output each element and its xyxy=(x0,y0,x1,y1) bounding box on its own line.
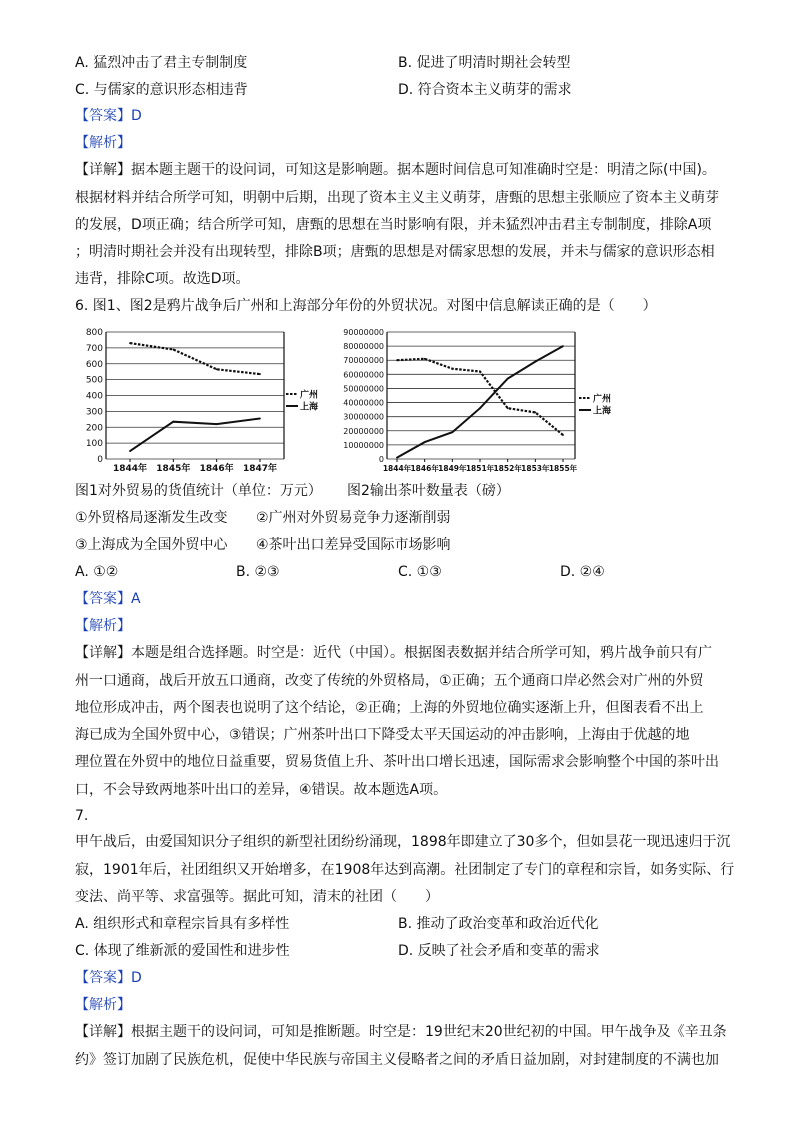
series-line-广州 xyxy=(397,359,563,435)
q5-detail-line: 【详解】据本题主题干的设问词，可知这是影响题。据本题时间信息可知准确时空是：明清之际(中国)。 xyxy=(75,162,716,178)
x-tick-label: 1847年 xyxy=(242,464,278,474)
legend-label: 广州 xyxy=(300,390,319,401)
chart-1-caption: 图1对外贸易的货值统计（单位：万元） xyxy=(75,483,322,499)
legend-label: 广州 xyxy=(593,394,612,405)
legend-label: 上海 xyxy=(593,406,612,417)
q6-answer: 【答案】A xyxy=(75,591,141,607)
x-tick-label: 1846年 xyxy=(199,464,234,474)
chart-2-caption: 图2输出茶叶数量表（磅） xyxy=(347,483,510,499)
data-point xyxy=(259,373,261,375)
y-tick-label: 300 xyxy=(85,407,103,418)
legend-label: 上海 xyxy=(300,402,319,413)
q6-detail-line: 理位置在外贸中的地位日益重要，贸易货值上升、茶叶出口增长迅速，国际需求会影响整个中国的茶叶出 xyxy=(75,754,719,770)
y-tick-label: 80000000 xyxy=(343,342,384,352)
chart-1-foreign-trade-value xyxy=(72,322,328,477)
q6-statement-3: ③上海成为全国外贸中心 xyxy=(75,537,228,553)
q5-detail-line: 违背，排除C项。故选D项。 xyxy=(75,271,250,287)
data-point xyxy=(424,441,426,443)
data-point xyxy=(129,450,131,452)
y-tick-label: 90000000 xyxy=(343,328,384,337)
q5-option-a: A. 猛烈冲击了君主专制制度 xyxy=(75,55,248,71)
x-tick-label: 1845年 xyxy=(156,464,191,474)
q5-detail-line: 的发展，D项正确；结合所学可知，唐甄的思想在当时影响有限，并未猛烈冲击君主专制制度，排除A项 xyxy=(75,217,712,233)
q5-detail-line: ；明清时期社会并没有出现转型，排除B项；唐甄的思想是对儒家思想的发展，并未与儒家的意识形态相 xyxy=(75,244,715,260)
chart-2-tea-export xyxy=(335,322,625,477)
data-point xyxy=(172,421,174,423)
q7-stem-line: 寂，1901年后，社团组织又开始增多，在1908年达到高潮。社团制定了专门的章程和宗旨，如务实际、行 xyxy=(75,862,735,878)
series-line-上海 xyxy=(397,346,563,458)
y-tick-label: 500 xyxy=(85,375,103,386)
q6-detail-line: 海已成为全国外贸中心，③错误；广州茶叶出口下降受太平天国运动的冲击影响，上海由于优越的地 xyxy=(75,727,690,743)
data-point xyxy=(172,349,174,351)
q7-number: 7. xyxy=(75,808,89,824)
x-tick-label: 1844年 xyxy=(382,464,412,473)
q7-option-d: D. 反映了社会矛盾和变革的需求 xyxy=(398,943,600,959)
data-point xyxy=(216,423,218,425)
data-point xyxy=(259,418,261,420)
q7-detail-line: 【详解】根据主题干的设问词，可知是推断题。时空是：19世纪末20世纪初的中国。甲午战争及《辛丑条 xyxy=(75,1024,727,1040)
q5-option-b: B. 促进了明清时期社会转型 xyxy=(398,55,571,71)
y-tick-label: 0 xyxy=(378,455,384,464)
q5-answer: 【答案】D xyxy=(75,108,142,124)
x-tick-label: 1849年 xyxy=(438,464,467,473)
q7-stem-line: 变法、尚平等、求富强等。据此可知，清末的社团（ ） xyxy=(75,889,439,905)
series-line-上海 xyxy=(130,419,260,452)
data-point xyxy=(562,345,564,347)
q6-detail-line: 州一口通商，战后开放五口通商，改变了传统的外贸格局，①正确；五个通商口岸必然会对广州的外贸 xyxy=(75,673,704,689)
q6-detail-line: 地位形成冲击，两个图表也说明了这个结论，②正确；上海的外贸地位确实逐渐上升，但图表看不出上 xyxy=(75,700,704,716)
q7-analysis-label: 【解析】 xyxy=(75,997,131,1013)
data-point xyxy=(507,407,509,409)
data-point xyxy=(451,368,453,370)
q6-statement-4: ④茶叶出口差异受国际市场影响 xyxy=(256,537,451,553)
q6-analysis-label: 【解析】 xyxy=(75,618,131,634)
data-point xyxy=(216,368,218,370)
y-tick-label: 800 xyxy=(85,328,103,338)
data-point xyxy=(479,407,481,409)
q5-analysis-label: 【解析】 xyxy=(75,135,131,151)
data-point xyxy=(507,378,509,380)
q6-stem: 6. 图1、图2是鸦片战争后广州和上海部分年份的外贸状况。对图中信息解读正确的是（ ） xyxy=(75,298,657,314)
y-tick-label: 30000000 xyxy=(343,412,384,422)
x-tick-label: 1852年 xyxy=(493,464,522,473)
data-point xyxy=(534,412,536,414)
q7-stem-line: 甲午战后，由爱国知识分子组织的新型社团纷纷涌现，1898年即建立了30多个，但如昙花一现迅速归于沉 xyxy=(75,834,731,850)
y-tick-label: 600 xyxy=(85,359,103,370)
y-tick-label: 200 xyxy=(85,423,103,434)
q5-detail-line: 根据材料并结合所学可知，明朝中后期，出现了资本主义主义萌芽，唐甄的思想主张顺应了资本主义萌芽 xyxy=(75,190,719,206)
q7-option-b: B. 推动了政治变革和政治近代化 xyxy=(398,916,599,932)
x-tick-label: 1851年 xyxy=(465,464,495,473)
x-tick-label: 1844年 xyxy=(112,464,148,474)
q6-option-d: D. ②④ xyxy=(560,564,605,580)
data-point xyxy=(129,342,131,344)
q7-answer: 【答案】D xyxy=(75,970,142,986)
y-tick-label: 700 xyxy=(85,343,103,354)
y-tick-label: 40000000 xyxy=(343,398,384,408)
data-point xyxy=(396,359,398,361)
data-point xyxy=(562,434,564,436)
q7-option-c: C. 体现了维新派的爱国性和进步性 xyxy=(75,943,290,959)
y-tick-label: 60000000 xyxy=(343,370,384,380)
data-point xyxy=(479,371,481,373)
q6-option-c: C. ①③ xyxy=(398,564,442,580)
q7-detail-line: 约》签订加剧了民族危机，促使中华民族与帝国主义侵略者之间的矛盾日益加剧，对封建制度的不满也加 xyxy=(75,1052,719,1068)
x-tick-label: 1853年 xyxy=(521,464,550,473)
q6-statement-2: ②广州对外贸易竞争力逐渐削弱 xyxy=(256,510,451,526)
q6-option-b: B. ②③ xyxy=(236,564,280,580)
q6-detail-line: 口，不会导致两地茶叶出口的差异，④错误。故本题选A项。 xyxy=(75,782,448,798)
y-tick-label: 50000000 xyxy=(343,384,384,394)
y-tick-label: 20000000 xyxy=(343,426,384,436)
y-tick-label: 70000000 xyxy=(343,356,384,366)
q6-detail-line: 【详解】本题是组合选择题。时空是：近代（中国）。根据图表数据并结合所学可知，鸦片战争前只有广 xyxy=(75,645,712,661)
y-tick-label: 10000000 xyxy=(343,440,384,450)
q7-option-a: A. 组织形式和章程宗旨具有多样性 xyxy=(75,916,290,932)
y-tick-label: 0 xyxy=(97,455,103,465)
q6-statement-1: ①外贸格局逐渐发生改变 xyxy=(75,510,228,526)
x-tick-label: 1855年 xyxy=(548,464,578,473)
x-tick-label: 1846年 xyxy=(410,464,439,473)
q5-option-d: D. 符合资本主义萌芽的需求 xyxy=(398,82,572,98)
data-point xyxy=(451,431,453,433)
y-tick-label: 400 xyxy=(85,391,103,402)
data-point xyxy=(534,361,536,363)
data-point xyxy=(396,457,398,459)
q6-option-a: A. ①② xyxy=(75,564,119,580)
q5-option-c: C. 与儒家的意识形态相违背 xyxy=(75,82,248,98)
y-tick-label: 100 xyxy=(85,439,103,450)
data-point xyxy=(424,358,426,360)
